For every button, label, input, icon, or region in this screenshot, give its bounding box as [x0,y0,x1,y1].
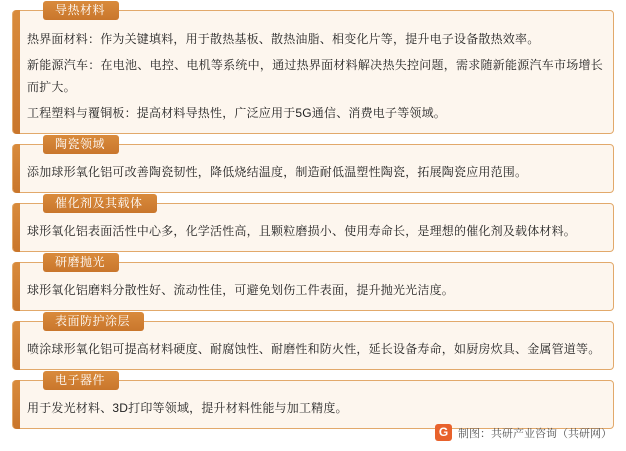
section-title: 研磨抛光 [43,253,119,272]
section-paragraph: 新能源汽车：在电池、电控、电机等系统中，通过热界面材料解决热失控问题，需求随新能源汽车市场增长而扩大。 [27,58,603,94]
section-title: 催化剂及其载体 [43,194,157,213]
section-accent-bar [13,144,20,193]
section-title: 陶瓷领域 [43,135,119,154]
section-thermal-materials [12,3,614,134]
section-title: 导热材料 [43,1,119,20]
footer-credit-text: 制图：共研产业咨询（共研网） [458,427,612,440]
section-paragraph: 添加球形氧化铝可改善陶瓷韧性，降低烧结温度，制造耐低温塑性陶瓷，拓展陶瓷应用范围。 [27,165,528,179]
section-paragraph: 球形氧化铝磨料分散性好、流动性佳，可避免划伤工件表面，提升抛光光洁度。 [27,283,455,297]
section-paragraph: 喷涂球形氧化铝可提高材料硬度、耐腐蚀性、耐磨性和防火性，延长设备寿命，如厨房炊具、金属管道等。 [27,342,601,356]
section-paragraph: 工程塑料与覆铜板：提高材料导热性，广泛应用于5G通信、消费电子等领域。 [27,106,447,120]
footer-credit [435,424,612,441]
section-accent-bar [13,262,20,311]
section-catalyst-and-carrier [12,196,614,252]
section-paragraph: 热界面材料：作为关键填料，用于散热基板、散热油脂、相变化片等，提升电子设备散热效率。 [27,32,540,46]
section-ceramics [12,137,614,193]
section-accent-bar [13,10,20,134]
section-title: 电子器件 [43,371,119,390]
section-accent-bar [13,321,20,370]
section-surface-coating [12,314,614,370]
section-title: 表面防护涂层 [43,312,144,331]
section-accent-bar [13,380,20,429]
section-paragraph: 球形氧化铝表面活性中心多，化学活性高，且颗粒磨损小、使用寿命长，是理想的催化剂及载体材料。 [27,224,577,238]
section-electronic-devices [12,373,614,429]
brand-logo-icon: G [435,424,452,441]
section-grinding-polishing [12,255,614,311]
section-accent-bar [13,203,20,252]
section-paragraph: 用于发光材料、3D打印等领域，提升材料性能与加工精度。 [27,401,348,415]
